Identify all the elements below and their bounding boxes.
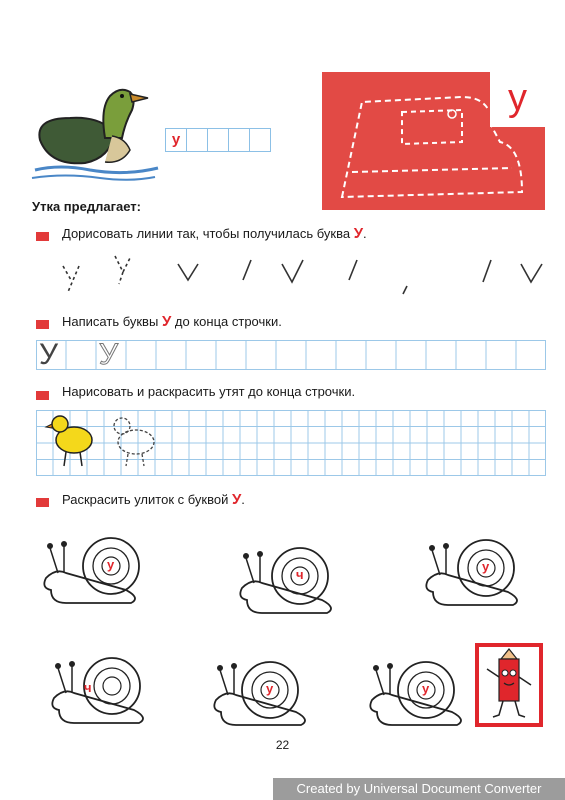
task-2: Написать буквы У до конца строчки. xyxy=(62,313,282,330)
pencil-mascot-icon xyxy=(475,643,543,727)
writing-letter-dotted: У xyxy=(99,338,119,371)
snail xyxy=(44,648,154,728)
red-card xyxy=(322,72,545,210)
snail-letter: ч xyxy=(84,680,92,695)
snail xyxy=(206,650,316,730)
snail-letter: у xyxy=(482,559,490,574)
writing-row xyxy=(36,340,546,370)
snail xyxy=(418,530,528,610)
snail xyxy=(232,538,342,618)
letter-box-cell xyxy=(228,128,250,152)
snail xyxy=(36,528,146,608)
duckling-grid xyxy=(36,410,546,476)
snail xyxy=(362,650,472,730)
snail-letter: у xyxy=(266,681,274,696)
page-number: 22 xyxy=(275,738,290,752)
letter-box xyxy=(166,128,271,152)
card-letter: у xyxy=(508,77,527,119)
letter-box-first: у xyxy=(165,128,187,152)
snail-letter: у xyxy=(422,681,430,696)
bullet xyxy=(36,320,49,329)
subtitle: Утка предлагает: xyxy=(32,199,141,214)
task-1: Дорисовать линии так, чтобы получилась буква У. xyxy=(62,225,367,242)
duck-illustration xyxy=(30,78,160,188)
letter-box-cell xyxy=(249,128,271,152)
bullet xyxy=(36,391,49,400)
tracing-lines xyxy=(55,250,550,300)
letter-box-cell xyxy=(186,128,208,152)
task-3: Нарисовать и раскрасить утят до конца строчки. xyxy=(62,384,356,399)
snail-letter: у xyxy=(107,557,115,572)
card-letter-box xyxy=(488,72,545,127)
task-4: Раскрасить улиток с буквой У. xyxy=(62,491,245,508)
footer-watermark: Created by Universal Document Converter xyxy=(273,778,565,800)
bullet xyxy=(36,232,49,241)
writing-letter-solid: У xyxy=(39,338,59,371)
bullet xyxy=(36,498,49,507)
letter-box-cell xyxy=(207,128,229,152)
snail-letter: ч xyxy=(296,567,304,582)
